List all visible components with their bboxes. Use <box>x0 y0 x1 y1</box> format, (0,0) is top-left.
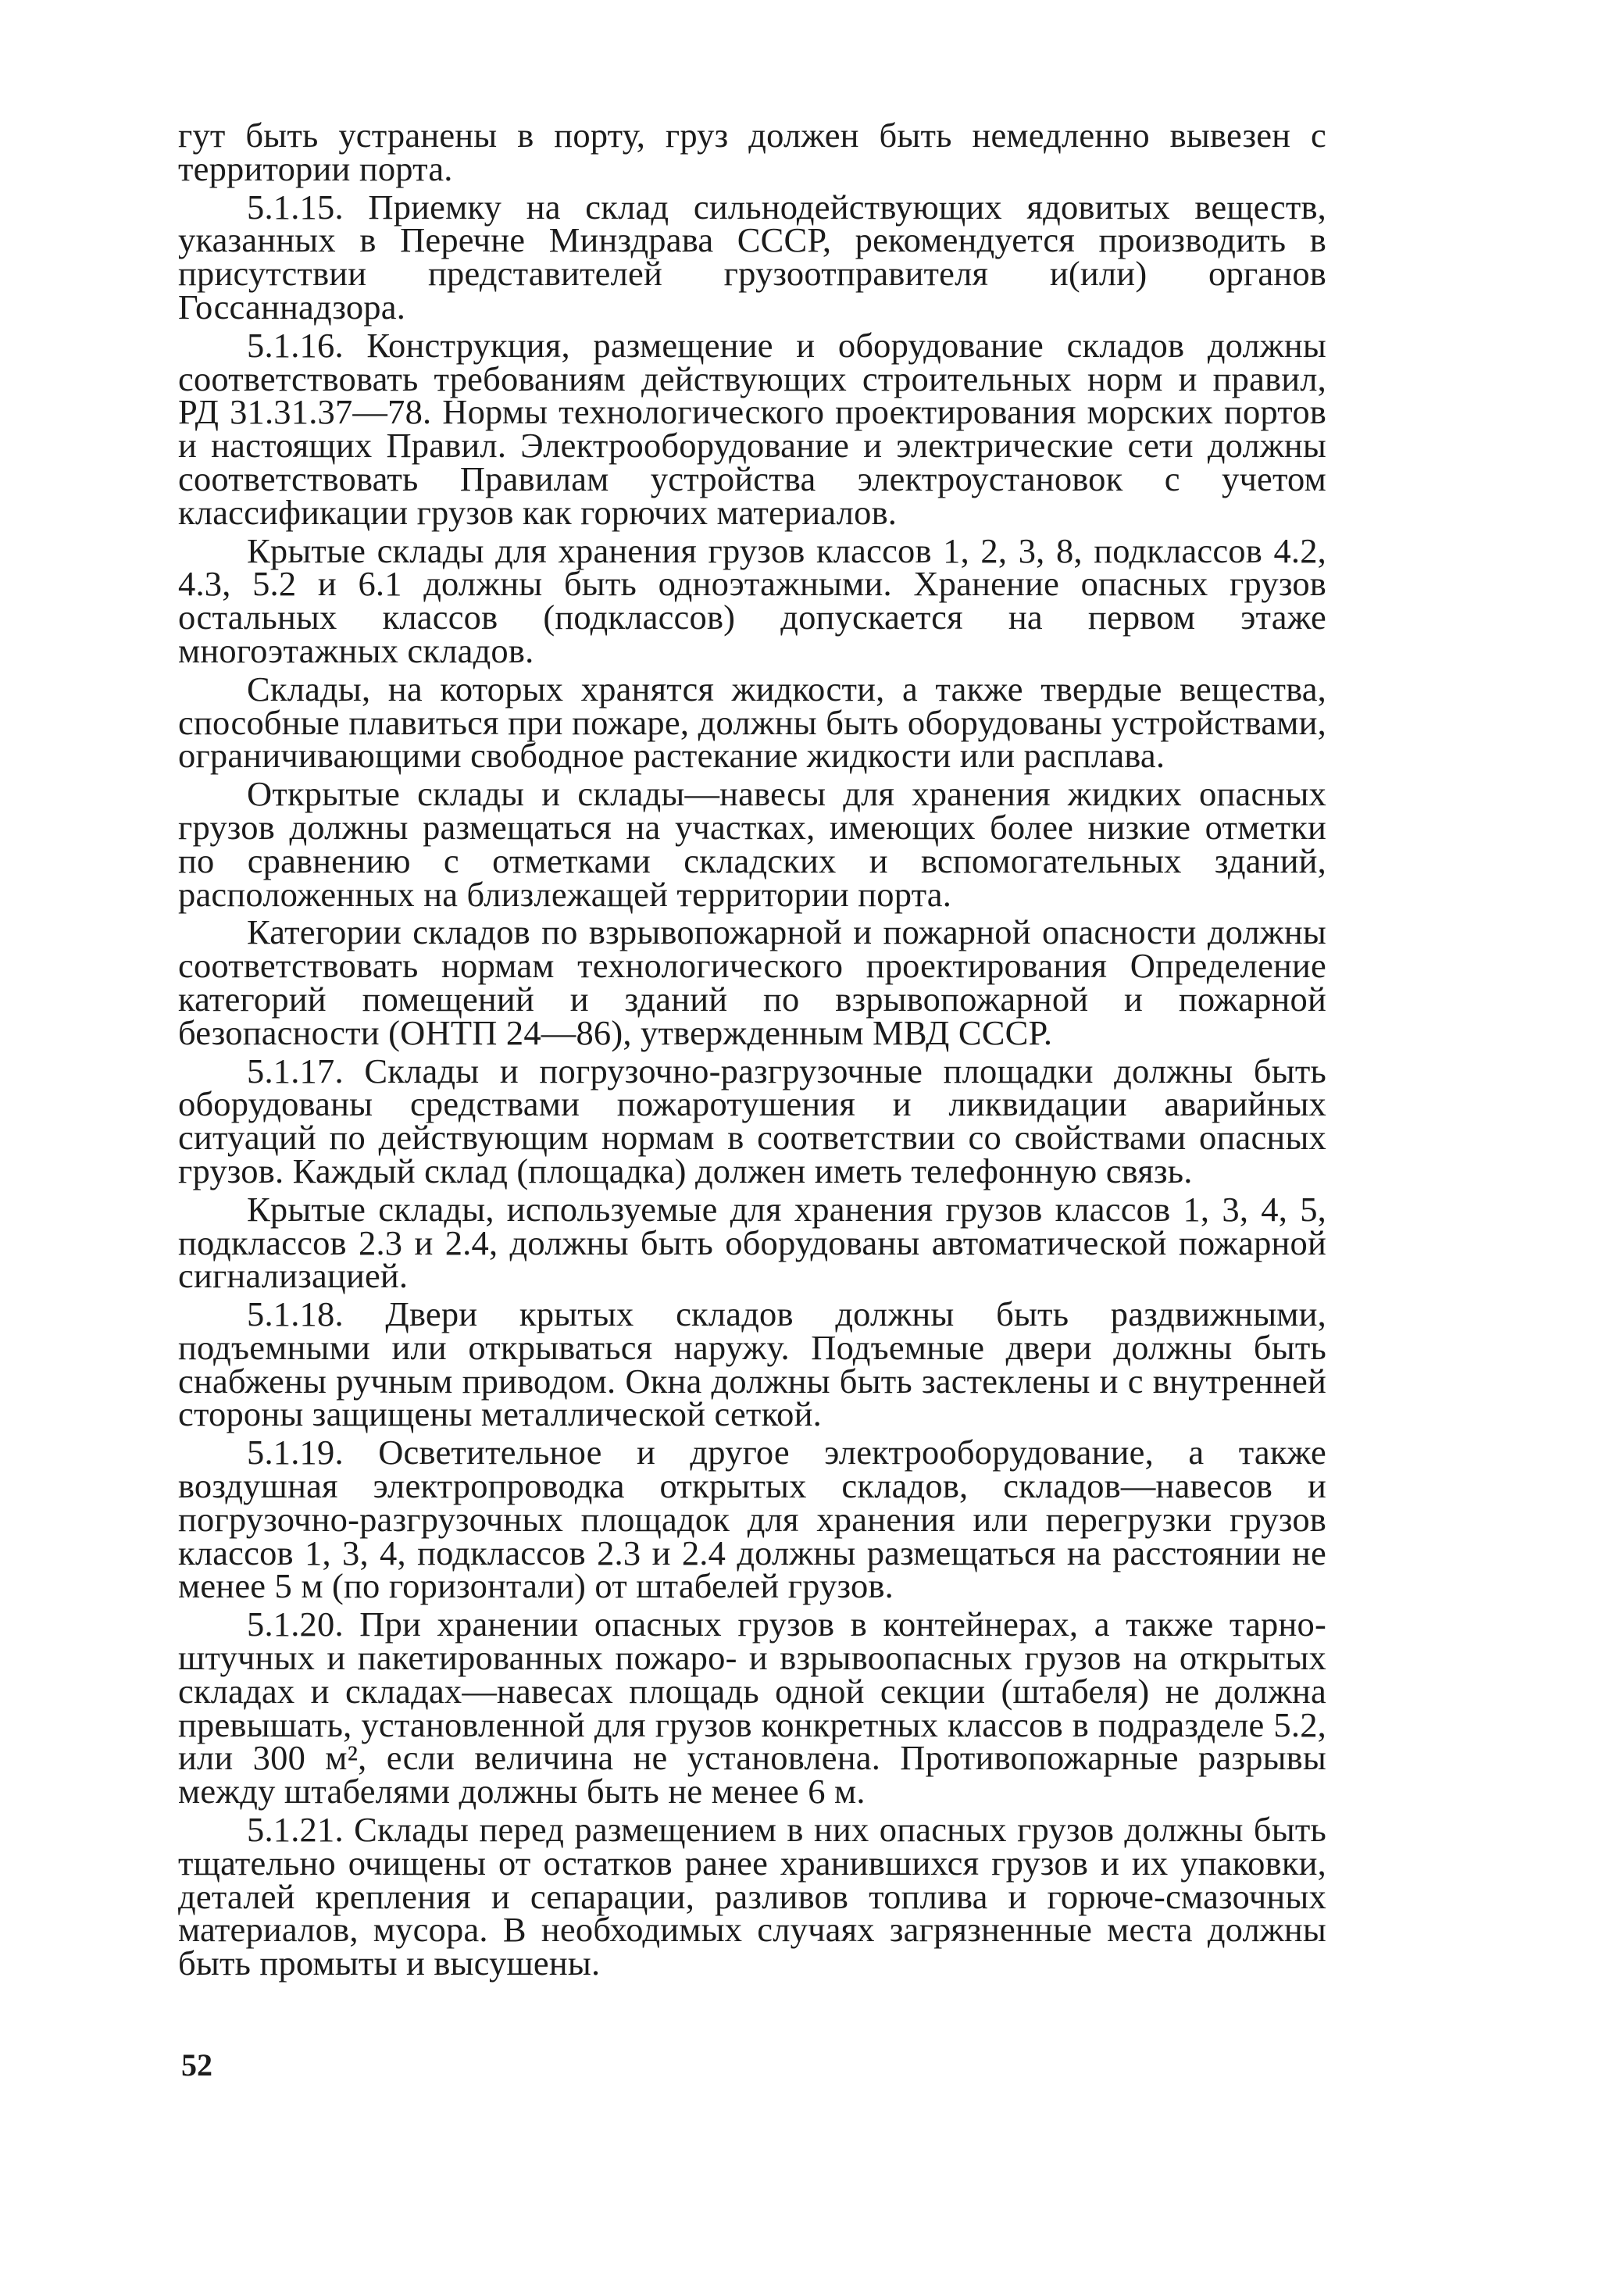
paragraph-5-1-16: 5.1.16. Конструкция, размещение и оборудование складов должны соответствовать требованиям действующих строительных норм и правил, РД 31.31.37—78. Нормы технологического проектирования морских портов и настоящих Правил. Электрооборудование и электрические сети должны соответствовать Правилам устройства электроустановок с учетом классификации грузов как горючих материалов. <box>178 325 1326 532</box>
paragraph-5-1-20: 5.1.20. При хранении опасных грузов в контейнерах, а также тарно-штучных и пакетированных пожаро- и взрывоопасных грузов на открытых складах и складах—навесах площадь одной секции (штабеля) не должна превышать, установленной для грузов конкретных классов в подразделе 5.2, или 300 м², если величина не установлена. Противопожарные разрывы между штабелями должны быть не менее 6 м. <box>178 1604 1326 1811</box>
body-text <box>178 116 1326 1985</box>
paragraph-categories: Категории складов по взрывопожарной и пожарной опасности должны соответствовать нормам технологического проектирования Определение категорий помещений и зданий по взрывопожарной и пожарной безопасности (ОНТП 24—86), утвержденным МВД СССР. <box>178 912 1326 1052</box>
paragraph-liquid-storage: Склады, на которых хранятся жидкости, а также твердые вещества, способные плавиться при пожаре, должны быть оборудованы устройствами, ограничивающими свободное растекание жидкости или расплава. <box>178 669 1326 776</box>
paragraph-5-1-21: 5.1.21. Склады перед размещением в них опасных грузов должны быть тщательно очищены от остатков ранее хранившихся грузов и их упаковки, деталей крепления и сепарации, разливов топлива и горюче-смазочных материалов, мусора. В необходимых случаях загрязненные места должны быть промыты и высушены. <box>178 1810 1326 1983</box>
paragraph-continuation: гут быть устранены в порту, груз должен быть немедленно вывезен с территории порта. <box>178 116 1326 188</box>
paragraph-5-1-19: 5.1.19. Осветительное и другое электрооборудование, а также воздушная электропроводка открытых складов, складов—навесов и погрузочно-разгрузочных площадок для хранения или перегрузки грузов классов 1, 3, 4, подклассов 2.3 и 2.4 должны размещаться на расстоянии не менее 5 м (по горизонтали) от штабелей грузов. <box>178 1433 1326 1606</box>
paragraph-covered-warehouses: Крытые склады для хранения грузов классов 1, 2, 3, 8, подклассов 4.2, 4.3, 5.2 и 6.1 должны быть одноэтажными. Хранение опасных грузов остальных классов (подклассов) допускается на первом этаже многоэтажных складов. <box>178 530 1326 670</box>
paragraph-5-1-15: 5.1.15. Приемку на склад сильнодействующих ядовитых веществ, указанных в Перечне Минздрава СССР, рекомендуется производить в присутствии представителей грузоотправителя и(или) органов Госсаннадзора. <box>178 187 1326 327</box>
paragraph-5-1-17: 5.1.17. Склады и погрузочно-разгрузочные площадки должны быть оборудованы средствами пожаротушения и ликвидации аварийных ситуаций по действующим нормам в соответствии со свойствами опасных грузов. Каждый склад (площадка) должен иметь телефонную связь. <box>178 1051 1326 1190</box>
paragraph-5-1-18: 5.1.18. Двери крытых складов должны быть раздвижными, подъемными или открываться наружу. Подъемные двери должны быть снабжены ручным приводом. Окна должны быть застеклены и с внутренней стороны защищены металлической сеткой. <box>178 1294 1326 1434</box>
paragraph-fire-alarm: Крытые склады, используемые для хранения грузов классов 1, 3, 4, 5, подклассов 2.3 и 2.4, должны быть оборудованы автоматической пожарной сигнализацией. <box>178 1189 1326 1296</box>
page-number: 52 <box>181 2047 212 2083</box>
paragraph-open-warehouses: Открытые склады и склады—навесы для хранения жидких опасных грузов должны размещаться на участках, имеющих более низкие отметки по сравнению с отметками складских и вспомогательных зданий, расположенных на близлежащей территории порта. <box>178 774 1326 914</box>
